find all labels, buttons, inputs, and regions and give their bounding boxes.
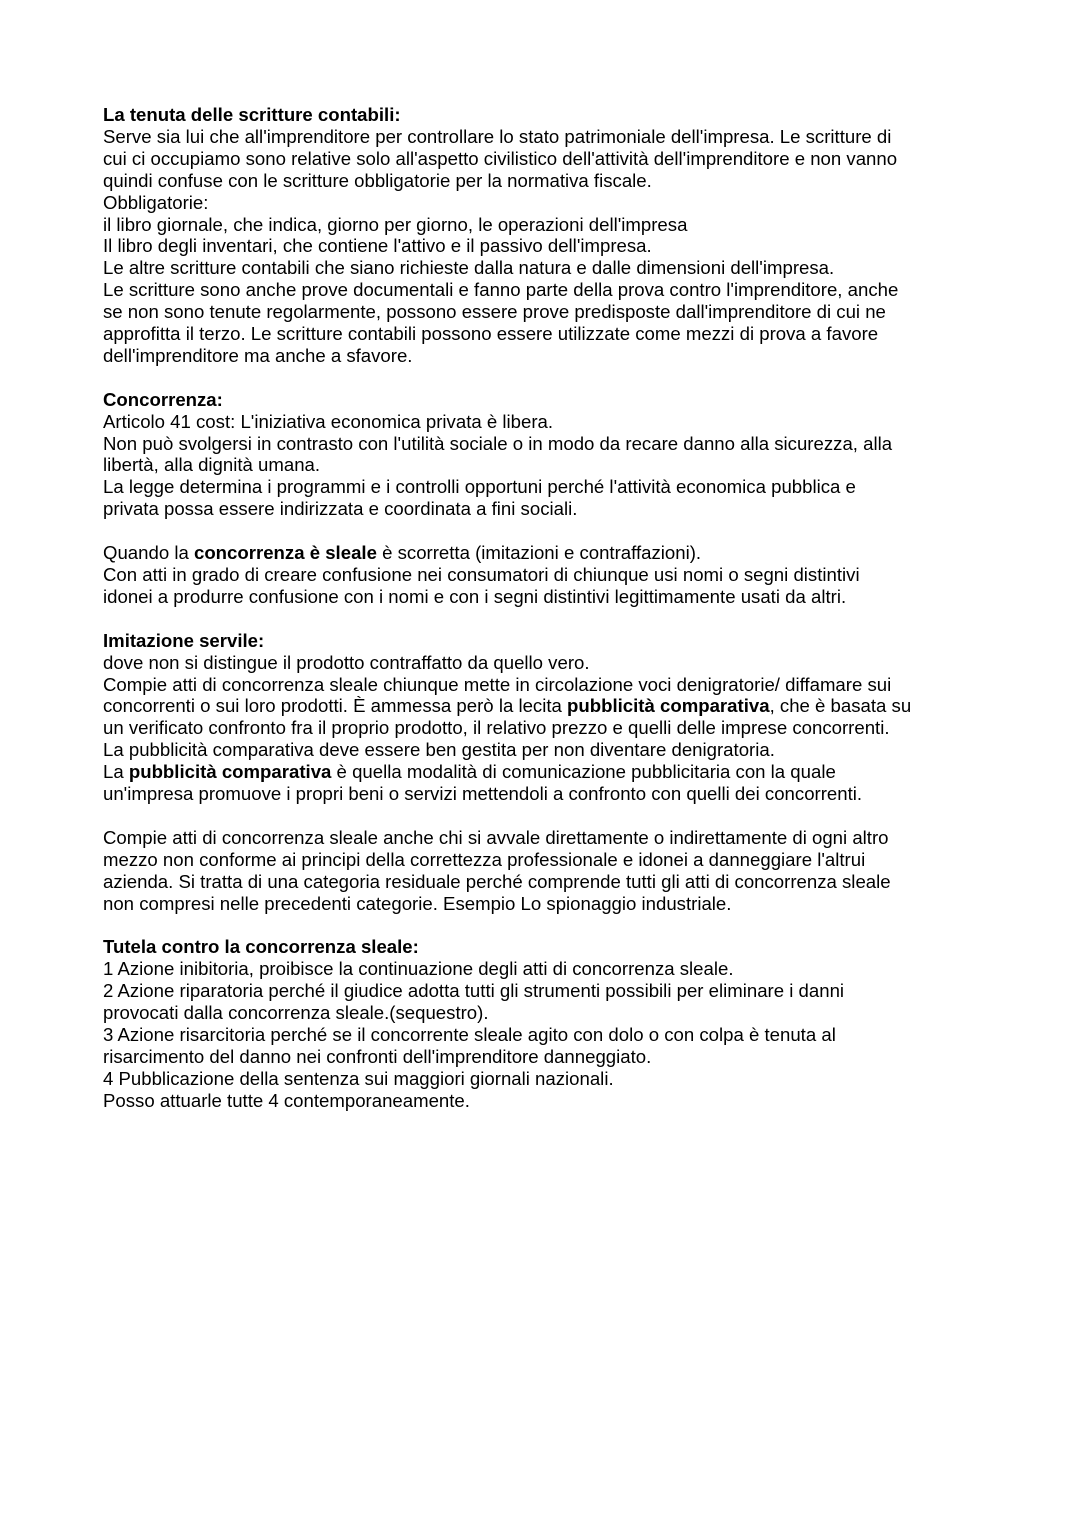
text-line: mezzo non conforme ai principi della correttezza professionale e idonei a danneggiare l'altrui [103,848,866,870]
text-line: Compie atti di concorrenza sleale chiunque mette in circolazione voci denigratorie/ diffamare sui [103,673,892,695]
text-line: Articolo 41 cost: L'iniziativa economica privata è libera. [103,410,554,432]
bold-term: pubblicità comparativa [567,695,770,717]
text-line: Il libro degli inventari, che contiene l'attivo e il passivo dell'impresa. [103,235,652,257]
section-concorrenza [103,389,1003,520]
text-fragment: è quella modalità di comunicazione pubblicitaria con la quale [331,761,836,783]
text-line: 3 Azione risarcitoria perché se il concorrente sleale agito con dolo o con colpa è tenuta al [103,1023,836,1045]
text-line: libertà, alla dignità umana. [103,454,321,476]
text-line: dell'imprenditore ma anche a sfavore. [103,344,413,366]
text-line: 2 Azione riparatoria perché il giudice adotta tutti gli strumenti possibili per eliminare i danni [103,980,845,1002]
text-line-mixed [103,761,1003,783]
text-line: dove non si distingue il prodotto contraffatto da quello vero. [103,651,590,673]
text-line: Le altre scritture contabili che siano richieste dalla natura e dalle dimensioni dell'impresa. [103,257,835,279]
text-line: approfitta il terzo. Le scritture contabili possono essere utilizzate come mezzi di prova a favore [103,323,879,345]
section-scritture-contabili [103,104,1003,367]
section-heading: La tenuta delle scritture contabili: [103,104,401,125]
section-tutela [103,936,1003,1111]
text-line: Obbligatorie: [103,191,209,213]
text-line: La legge determina i programmi e i controlli opportuni perché l'attività economica pubblica e [103,476,856,498]
text-line: azienda. Si tratta di una categoria residuale perché comprende tutti gli atti di concorrenza sleale [103,870,891,892]
text-line: provocati dalla concorrenza sleale.(sequestro). [103,1002,489,1024]
text-fragment: , che è basata su [769,695,912,717]
text-fragment: Quando la [103,542,194,564]
text-line-mixed [103,542,1003,564]
section-concorrenza-sleale [103,542,1003,608]
section-heading: Tutela contro la concorrenza sleale: [103,936,419,958]
text-line: privata possa essere indirizzata e coordinata a fini sociali. [103,498,578,520]
text-fragment: è scorretta (imitazioni e contraffazioni). [376,542,702,564]
text-line: risarcimento del danno nei confronti dell'imprenditore danneggiato. [103,1045,652,1067]
document-page [103,104,1003,1134]
text-line: Compie atti di concorrenza sleale anche chi si avvale direttamente o indirettamente di ogni altro [103,826,889,848]
text-line: Non può svolgersi in contrasto con l'utilità sociale o in modo da recare danno alla sicurezza, alla [103,432,893,454]
text-line: non compresi nelle precedenti categorie. Esempio Lo spionaggio industriale. [103,892,732,914]
text-line: un'impresa promuove i propri beni o servizi mettendoli a confronto con quelli dei concorrenti. [103,783,863,805]
text-line: un verificato confronto fra il proprio prodotto, il relativo prezzo e quelli delle imprese concorrenti. [103,717,890,739]
text-line: idonei a produrre confusione con i nomi e con i segni distintivi legittimamente usati da altri. [103,585,847,607]
text-line: 1 Azione inibitoria, proibisce la continuazione degli atti di concorrenza sleale. [103,958,734,980]
text-fragment: La [103,761,129,783]
section-heading: Concorrenza: [103,388,223,410]
section-altri-atti [103,827,1003,915]
text-fragment: concorrenti o sui loro prodotti. È ammessa però la lecita [103,695,568,717]
text-line-mixed [103,695,1003,717]
section-heading: Imitazione servile: [103,629,265,651]
bold-term: pubblicità comparativa [128,761,332,783]
text-line: Le scritture sono anche prove documentali e fanno parte della prova contro l'imprenditore, anche [103,279,899,301]
section-imitazione-servile [103,630,1003,805]
bold-term: concorrenza è sleale [193,542,377,564]
text-line: Con atti in grado di creare confusione nei consumatori di chiunque usi nomi o segni distintivi [103,564,860,585]
text-line: 4 Pubblicazione della sentenza sui maggiori giornali nazionali. [103,1067,614,1089]
text-line: La pubblicità comparativa deve essere ben gestita per non diventare denigratoria. [103,739,775,761]
text-line: quindi confuse con le scritture obbligatorie per la normativa fiscale. [103,169,652,191]
text-line: cui ci occupiamo sono relative solo all'aspetto civilistico dell'attività dell'imprenditore e non vanno [103,147,898,169]
text-line: Posso attuarle tutte 4 contemporaneamente. [103,1089,470,1111]
text-line: Serve sia lui che all'imprenditore per controllare lo stato patrimoniale dell'impresa. Le scritture di [103,125,892,147]
text-line: il libro giornale, che indica, giorno per giorno, le operazioni dell'impresa [103,213,688,235]
text-line: se non sono tenute regolarmente, possono essere prove predisposte dall'imprenditore di cui ne [103,301,886,323]
